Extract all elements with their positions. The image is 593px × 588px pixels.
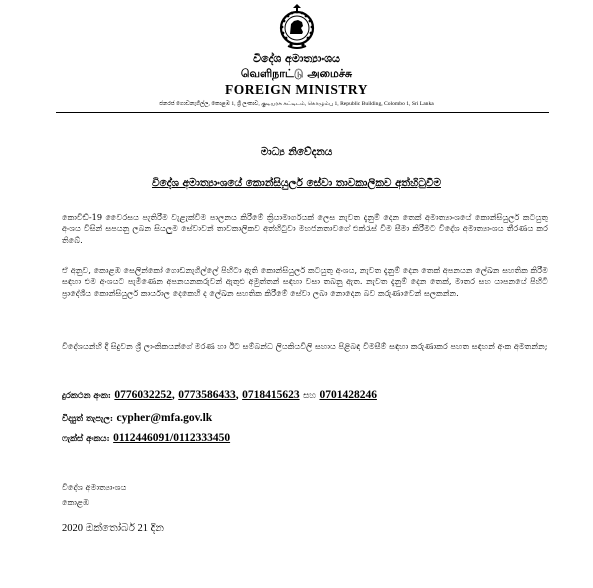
phone-number-link[interactable]: 0701428246 <box>319 389 377 401</box>
phone-separator: , <box>171 389 175 401</box>
fax-number-link[interactable]: 0112446091/0112333450 <box>113 432 231 444</box>
header-divider <box>56 112 549 113</box>
sri-lanka-emblem-icon <box>276 4 318 52</box>
phone-label: දුරකථන අංක: <box>62 391 111 401</box>
signature-city: කොළඹ <box>62 497 90 507</box>
document-type-title: මාධ්‍ය නිවේදනය <box>260 146 333 158</box>
body-paragraph: විදේශයන්හි දී සිදුවන ශ්‍රී ලාංකිකයන්ගේ මරණ හා ඊට සම්බන්ධ ලියකියවිලි සහාය පිළිබඳ විමසීම් සඳහා කරුණාකර පහත සඳහන් අංක අමතන්න; <box>62 341 548 351</box>
phone-and-word: සහ <box>303 391 316 401</box>
signature-organization: විදේශ අමාත්‍යාංශය <box>62 482 127 492</box>
ministry-name-sinhala: විදේශ අමාත්‍යාංශය <box>253 52 340 65</box>
email-address[interactable]: cypher@mfa.gov.lk <box>116 412 213 424</box>
ministry-name-tamil: வெளிநாட்டு அமைச்சு <box>240 67 353 80</box>
body-paragraph: කොවිඩ්-19 වෛරසය පැතිරීම වැළැක්වීම පාලනය කිරීමේ ක්‍රියාමාර්ගයක් ලෙස නැවත දැනුම් දෙන තෙක් අමාත්‍යාංශයේ කොන්සියුලර් කටයුතු අංශය විසින් සපයනු ලබන සියලුම සේවාවන් තාවකාලිකව අත්හිටුවා මහජනතාවගේ එක්රැස් වීම සීමා කිරීමට විදේශ අමාත්‍යාංශය තීරණය කර තිබේ. <box>62 212 548 245</box>
phone-number-link[interactable]: 0718415623 <box>242 389 300 401</box>
fax-contact-row <box>62 431 230 444</box>
email-label: විද්‍යුත් තැපැල: <box>62 414 113 424</box>
phone-contact-row <box>62 388 377 401</box>
phone-number-link[interactable]: 0773586433 <box>178 389 236 401</box>
document-main-title: විදේශ අමාත්‍යාංශයේ කොන්සියුලර් සේවා තාවකාලිකව අත්හිටුවීම <box>151 177 441 189</box>
body-paragraph: ඒ අනුව, කොළඹ සෙලින්කෝ ගොඩනැගිල්ලේ පිහිටා ඇති කොන්සියුලර් කටයුතු අංශය, නැවත දැනුම් දෙන තෙක් අපනයන ලේඛන සහතික කිරීම සඳහා එම අංශයට පැමිණෙන අපනයනකරුවන් ඇතුළු අමුත්තන් සඳහා වසා තබනු ඇත. නැවත දැනුම් දෙන තෙක්, මාතර සහ යාපනයේ පිහිටි ප්‍රාදේශීය කොන්සියුලර් කාර්යාල දෙකෙහි ද ලේඛන සහතික කිරීමේ සේවා ලබා නොදෙන බව කරුණාවෙන් සලකන්න. <box>62 265 548 298</box>
phone-separator: , <box>235 389 239 401</box>
ministry-address: ජනරජ ගොඩනැගිල්ල, කොළඹ 1, ශ්‍රී ලංකාව, குடியரசு கட்டிடம், கொழும்பு 1, Republic Building, Colombo 1, Sri Lanka <box>159 101 434 107</box>
ministry-name-english: FOREIGN MINISTRY <box>225 82 368 97</box>
fax-label: ෆැක්ස් අංකය: <box>62 434 110 444</box>
email-contact-row <box>62 411 212 424</box>
phone-number-link[interactable]: 0776032252 <box>114 389 172 401</box>
document-date: 2020 ඔක්තෝබර් 21 දින <box>62 523 164 534</box>
